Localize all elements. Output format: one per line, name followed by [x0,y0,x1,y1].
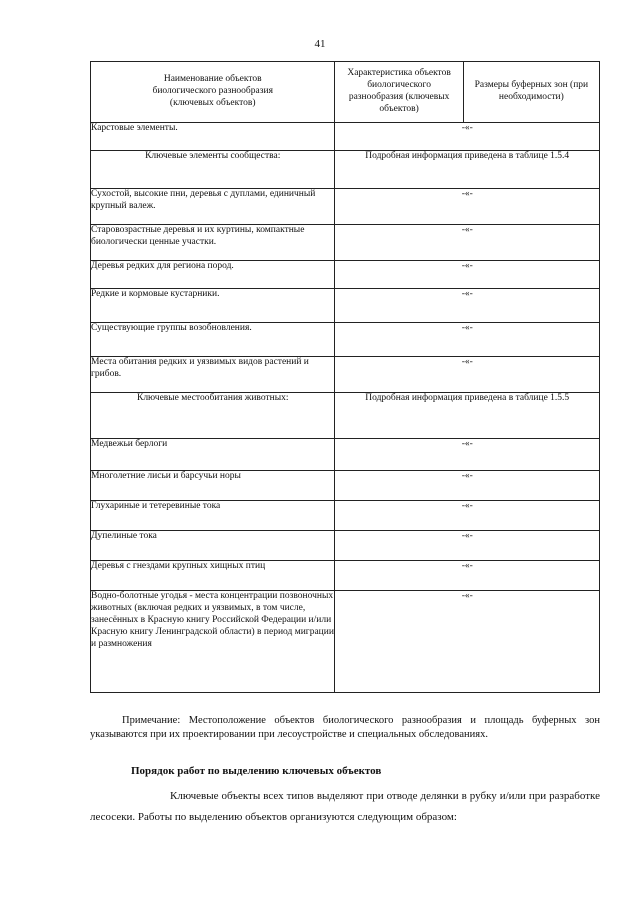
table-row [91,561,600,591]
row-value: Подробная информация приведена в таблице 1.5.5 [335,393,600,439]
header-buffer-size: Размеры буферных зон (при необходимости) [463,62,599,123]
table-row [91,323,600,357]
row-value: -«- [335,225,600,261]
table-note: Примечание: Местоположение объектов биологического разнообразия и площадь буферных зон указываются при их проектировании при лесоустройстве и специальных обследованиях. [90,715,600,741]
row-name: Дупелиные тока [91,531,335,561]
biodiversity-objects-table [90,61,600,693]
row-value: -«- [335,357,600,393]
row-name: Глухариные и тетеревиные тока [91,501,335,531]
row-value: -«- [335,123,600,151]
row-name: Деревья редких для региона пород. [91,261,335,289]
row-value: Подробная информация приведена в таблице 1.5.4 [335,151,600,189]
row-value: -«- [335,471,600,501]
table-row [91,189,600,225]
table-row [91,289,600,323]
row-name: Существующие группы возобновления. [91,323,335,357]
table-row [91,531,600,561]
row-value: -«- [335,189,600,225]
table-row [91,357,600,393]
row-name: Сухостой, высокие пни, деревья с дуплами, единичный крупный валеж. [91,189,335,225]
row-name: Карстовые элементы. [91,123,335,151]
body-paragraph: Ключевые объекты всех типов выделяют при отводе делянки в рубку и/или при разработке лесосеки. Работы по выделению объектов организуются следующим образом: [90,790,600,823]
row-value: -«- [335,561,600,591]
table-row [91,439,600,471]
table-row [91,591,600,693]
row-value: -«- [335,591,600,693]
table-row [91,393,600,439]
row-name: Ключевые местообитания животных: [91,393,335,439]
row-name: Старовозрастные деревья и их куртины, компактные биологически ценные участки. [91,225,335,261]
page-number: 41 [314,38,326,50]
row-name: Ключевые элементы сообщества: [91,151,335,189]
row-value: -«- [335,439,600,471]
row-name: Места обитания редких и уязвимых видов растений и грибов. [91,357,335,393]
row-value: -«- [335,531,600,561]
table-header-row [91,62,600,123]
row-value: -«- [335,501,600,531]
table-row [91,123,600,151]
table-row [91,151,600,189]
row-name: Многолетние лисьи и барсучьи норы [91,471,335,501]
table-row [91,261,600,289]
row-value: -«- [335,261,600,289]
table-row [91,501,600,531]
row-value: -«- [335,323,600,357]
header-characteristic: Характеристика объектов биологического разнообразия (ключевых объектов) [335,62,463,123]
table-row [91,471,600,501]
header-name: Наименование объектов биологического разнообразия (ключевых объектов) [91,62,335,123]
table-row [91,225,600,261]
row-name: Медвежьи берлоги [91,439,335,471]
section-heading: Порядок работ по выделению ключевых объектов [131,765,382,777]
row-name: Водно-болотные угодья - места концентрации позвоночных животных (включая редких и уязвимых, в том числе, занесённых в Красную книгу Российской Федерации и/или Красную книгу Ленинградской области) в период миграции и размножения [91,591,335,693]
row-value: -«- [335,289,600,323]
row-name: Деревья с гнездами крупных хищных птиц [91,561,335,591]
row-name: Редкие и кормовые кустарники. [91,289,335,323]
